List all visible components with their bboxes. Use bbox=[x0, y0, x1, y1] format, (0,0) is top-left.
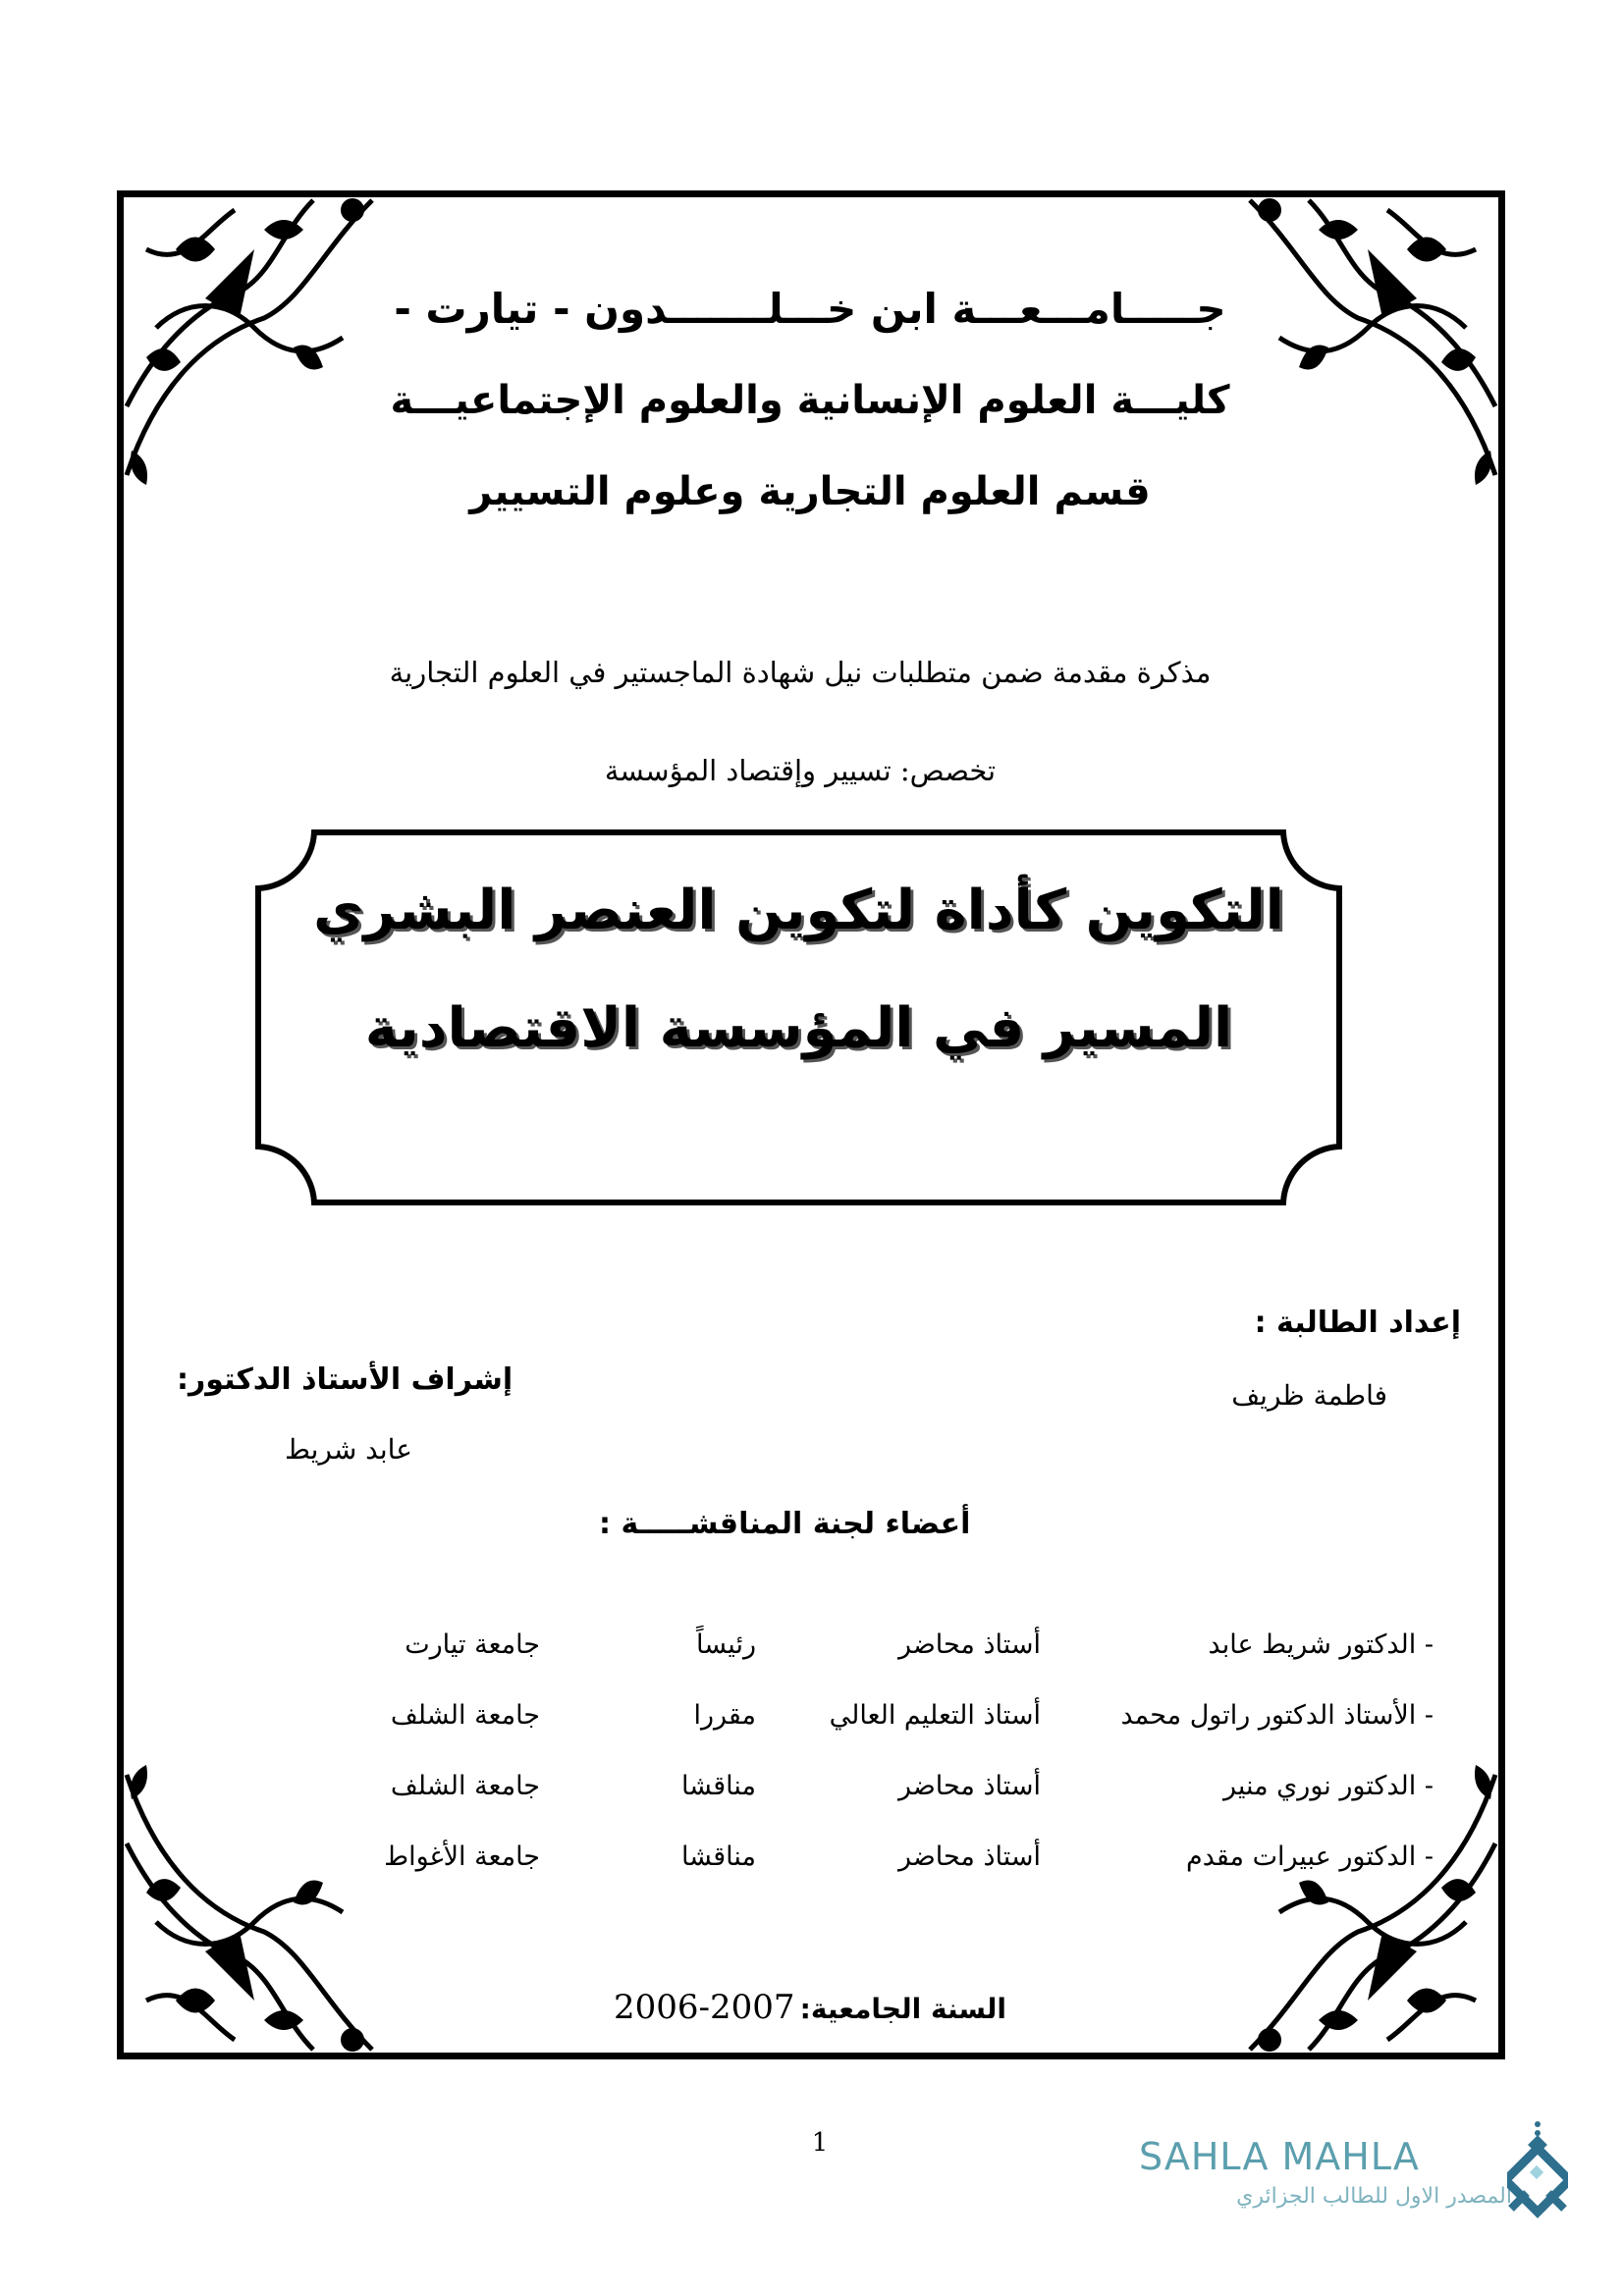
thesis-purpose: مذكرة مقدمة ضمن متطلبات نيل شهادة الماجستير في العلوم التجارية bbox=[389, 656, 1212, 689]
supervisor-label: إشراف الأستاذ الدكتور: bbox=[177, 1362, 514, 1397]
department-name: قسم العلوم التجارية وعلوم التسيير bbox=[469, 469, 1151, 514]
member-role: مناقشا bbox=[680, 1842, 756, 1872]
committee-label: أعضاء لجنة المناقشـــــة : bbox=[599, 1507, 971, 1541]
member-university: جامعة تيارت bbox=[405, 1629, 540, 1660]
thesis-title-line-2: المسير في المؤسسة الاقتصادية bbox=[364, 996, 1233, 1060]
member-rank: أستاذ محاضر bbox=[897, 1842, 1041, 1872]
member-name: - الأستاذ الدكتور راتول محمد bbox=[1120, 1700, 1434, 1731]
committee-row bbox=[275, 1629, 1453, 1700]
member-university: جامعة الأغواط bbox=[384, 1842, 540, 1872]
committee-row bbox=[275, 1771, 1453, 1842]
committee-table bbox=[275, 1629, 1453, 1912]
student-label: إعداد الطالبة : bbox=[1254, 1306, 1461, 1340]
member-role: مناقشا bbox=[680, 1771, 756, 1801]
member-role: رئيساً bbox=[695, 1629, 756, 1660]
member-name: - الدكتور عبيرات مقدم bbox=[1186, 1842, 1434, 1872]
sahla-mahla-watermark bbox=[1139, 2125, 1571, 2233]
page-number: 1 bbox=[811, 2128, 829, 2158]
university-name: جـــــامـــعـــة ابن خـــلـــــــدون - تيارت - bbox=[394, 285, 1226, 333]
member-rank: أستاذ محاضر bbox=[897, 1771, 1041, 1801]
corner-ornament-top-left bbox=[117, 190, 411, 485]
sahla-mahla-logo-icon bbox=[1507, 2120, 1568, 2218]
supervisor-name: عابد شريط bbox=[285, 1433, 412, 1466]
academic-year-value: 2006-2007 bbox=[614, 1988, 795, 2027]
committee-row bbox=[275, 1700, 1453, 1771]
corner-ornament-top-right bbox=[1211, 190, 1505, 485]
student-name: فاطمة ظريف bbox=[1231, 1379, 1387, 1412]
member-name: - الدكتور شريط عابد bbox=[1208, 1629, 1434, 1660]
member-university: جامعة الشلف bbox=[390, 1771, 540, 1801]
thesis-title-line-1: التكوين كأداة لتكوين العنصر البشري bbox=[313, 879, 1284, 942]
member-name: - الدكتور نوري منير bbox=[1222, 1771, 1434, 1801]
thesis-title-box bbox=[255, 829, 1342, 1205]
committee-row bbox=[275, 1842, 1453, 1912]
specialization: تخصص: تسيير وإقتصاد المؤسسة bbox=[604, 754, 997, 787]
member-university: جامعة الشلف bbox=[390, 1700, 540, 1731]
academic-year-label: السنة الجامعية: bbox=[799, 1993, 1006, 2025]
watermark-brand: SAHLA MAHLA bbox=[1139, 2135, 1420, 2178]
member-rank: أستاذ محاضر bbox=[897, 1629, 1041, 1660]
watermark-tagline: المصدر الاول للطالب الجزائري bbox=[1236, 2184, 1512, 2209]
member-rank: أستاذ التعليم العالي bbox=[829, 1700, 1041, 1731]
faculty-name: كليـــة العلوم الإنسانية والعلوم الإجتماعيـــة bbox=[390, 378, 1230, 423]
member-role: مقررا bbox=[693, 1700, 756, 1731]
academic-year bbox=[589, 1988, 1031, 2027]
